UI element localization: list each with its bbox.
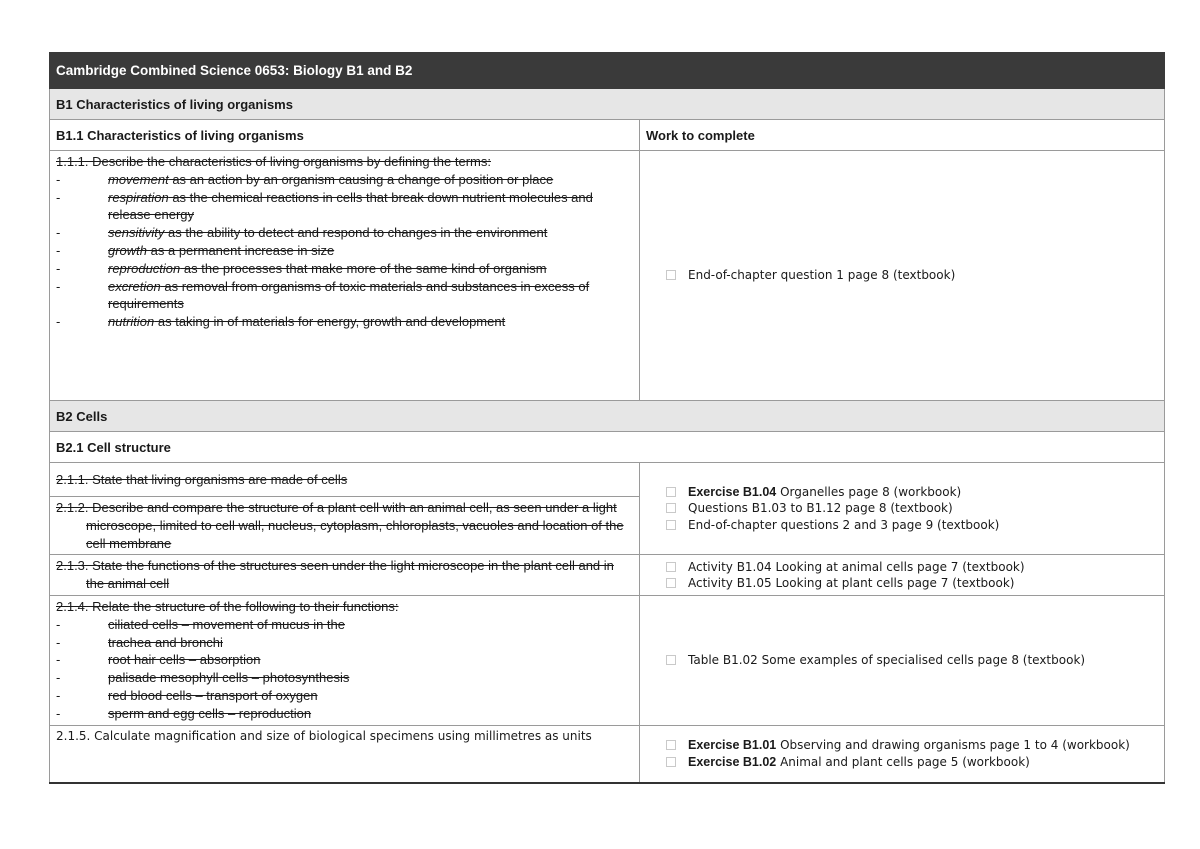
work-cell <box>640 463 1165 555</box>
section-heading-b1: B1 Characteristics of living organisms <box>50 89 1165 120</box>
task-bold: Exercise B1.01 <box>688 738 777 753</box>
term-definition: as a permanent increase in size <box>147 242 335 258</box>
criterion-term-item: - respiration as the chemical reactions in cells that break down nutrient molecules and release energy <box>56 189 593 223</box>
section-heading-row <box>50 89 1165 120</box>
task-item <box>666 484 1158 501</box>
term-sensitivity: sensitivity <box>108 225 165 241</box>
work-cell <box>640 151 1165 401</box>
term-definition: as the ability to detect and respond to changes in the environment <box>164 225 548 241</box>
criterion-1-1-1-lead: 1.1.1. Describe the characteristics of living organisms by defining the terms: <box>56 154 491 169</box>
task-text: Activity B1.05 Looking at plant cells page 7 (textbook) <box>688 576 1015 591</box>
term-definition: as removal from organisms of toxic materials and substances in excess of requirements <box>108 278 590 312</box>
criterion-2-1-2: 2.1.2. Describe and compare the structure of a plant cell with an animal cell, as seen under a light microscope, limited to cell wall, nucleus, cytoplasm, chloroplasts, vacuoles and location of the cell membrane <box>56 500 624 551</box>
criteria-row-2-1-1 <box>50 463 1165 497</box>
criterion-2-1-3: 2.1.3. State the functions of the structures seen under the light microscope in the plant cell and in the animal cell <box>56 558 614 592</box>
work-cell <box>640 725 1165 783</box>
criteria-cell <box>50 151 640 401</box>
term-nutrition: nutrition <box>108 314 155 330</box>
task-item <box>666 737 1158 754</box>
criterion-term-item: - sensitivity as the ability to detect and respond to changes in the environment <box>56 225 548 241</box>
work-cell <box>640 555 1165 596</box>
scheme-of-work-table <box>49 52 1165 784</box>
subheading-row <box>50 120 1165 151</box>
task-text: End-of-chapter question 1 page 8 (textbook) <box>688 268 956 283</box>
scheme-of-work-sheet <box>49 52 1164 784</box>
function-text: ciliated cells – movement of mucus in the <box>108 616 345 632</box>
term-definition: as taking in of materials for energy, growth and development <box>154 314 506 330</box>
checkbox[interactable] <box>666 520 676 530</box>
term-growth: growth <box>108 242 148 258</box>
criterion-term-item: - movement as an action by an organism causing a change of position or place <box>56 171 554 187</box>
task-text: Observing and drawing organisms page 1 to 4 (workbook) <box>776 738 1130 753</box>
subheading-b1-1: B1.1 Characteristics of living organisms <box>50 120 640 151</box>
function-item: - root hair cells – absorption <box>56 652 261 668</box>
function-item: - red blood cells – transport of oxygen <box>56 687 318 703</box>
function-text: root hair cells – absorption <box>108 652 261 668</box>
criterion-2-1-1: 2.1.1. State that living organisms are made of cells <box>56 471 348 487</box>
task-text: Table B1.02 Some examples of specialised cells page 8 (textbook) <box>688 653 1086 668</box>
subheading-b2-1: B2.1 Cell structure <box>50 432 1165 463</box>
term-definition: as the chemical reactions in cells that break down nutrient molecules and release energy <box>108 189 593 223</box>
task-item <box>666 559 1158 576</box>
work-to-complete-header: Work to complete <box>640 120 1165 151</box>
criterion-term-item: - growth as a permanent increase in size <box>56 242 335 258</box>
table-title: Cambridge Combined Science 0653: Biology B1 and B2 <box>50 53 1165 89</box>
checkbox[interactable] <box>666 487 676 497</box>
task-item <box>666 517 1158 534</box>
checkbox[interactable] <box>666 655 676 665</box>
task-item <box>666 500 1158 517</box>
checkbox[interactable] <box>666 740 676 750</box>
task-item <box>666 754 1158 771</box>
term-movement: movement <box>108 171 169 187</box>
criteria-cell <box>50 497 640 555</box>
function-text: red blood cells – transport of oxygen <box>108 687 318 703</box>
task-item <box>666 267 1158 284</box>
term-excretion: excretion <box>108 278 161 294</box>
criterion-2-1-4-lead: 2.1.4. Relate the structure of the following to their functions: <box>56 598 399 614</box>
term-definition: as an action by an organism causing a change of position or place <box>168 171 554 187</box>
task-text: Organelles page 8 (workbook) <box>776 484 962 499</box>
criteria-cell <box>50 463 640 497</box>
checkbox[interactable] <box>666 270 676 280</box>
section-heading-b2: B2 Cells <box>50 401 1165 432</box>
subheading-row <box>50 432 1165 463</box>
term-reproduction: reproduction <box>108 260 181 276</box>
checkbox[interactable] <box>666 757 676 767</box>
task-text: Activity B1.04 Looking at animal cells page 7 (textbook) <box>688 559 1025 574</box>
function-text: palisade mesophyll cells – photosynthesis <box>108 670 350 686</box>
task-text: Questions B1.03 to B1.12 page 8 (textbook) <box>688 501 953 516</box>
task-text: Animal and plant cells page 5 (workbook) <box>776 754 1030 769</box>
criteria-row-1-1-1 <box>50 151 1165 401</box>
criteria-cell <box>50 555 640 596</box>
function-text: sperm and egg cells – reproduction <box>108 705 312 721</box>
task-item <box>666 575 1158 592</box>
checkbox[interactable] <box>666 503 676 513</box>
task-bold: Exercise B1.02 <box>688 754 777 769</box>
function-text: trachea and bronchi <box>108 634 223 650</box>
function-item: - trachea and bronchi <box>56 634 223 650</box>
task-item <box>666 652 1158 669</box>
task-text: End-of-chapter questions 2 and 3 page 9 (textbook) <box>688 517 1000 532</box>
checkbox[interactable] <box>666 578 676 588</box>
criteria-cell <box>50 595 640 725</box>
checkbox[interactable] <box>666 562 676 572</box>
term-definition: as the processes that make more of the same kind of organism <box>180 260 547 276</box>
function-item: - ciliated cells – movement of mucus in the <box>56 616 345 632</box>
criteria-row-2-1-4 <box>50 595 1165 725</box>
criteria-row-2-1-5 <box>50 725 1165 783</box>
task-bold: Exercise B1.04 <box>688 484 777 499</box>
term-respiration: respiration <box>108 189 169 205</box>
criteria-cell <box>50 725 640 783</box>
criterion-term-item: - reproduction as the processes that make more of the same kind of organism <box>56 260 547 276</box>
section-heading-row <box>50 401 1165 432</box>
function-item: - sperm and egg cells – reproduction <box>56 705 312 721</box>
title-row <box>50 53 1165 89</box>
function-item: - palisade mesophyll cells – photosynthesis <box>56 670 350 686</box>
criterion-term-item: - excretion as removal from organisms of toxic materials and substances in excess of requirements <box>56 278 590 312</box>
work-cell <box>640 595 1165 725</box>
criteria-row-2-1-3 <box>50 555 1165 596</box>
criterion-term-item: - nutrition as taking in of materials for energy, growth and development <box>56 314 506 330</box>
criterion-2-1-5: 2.1.5. Calculate magnification and size of biological specimens using millimetres as units <box>56 728 592 743</box>
